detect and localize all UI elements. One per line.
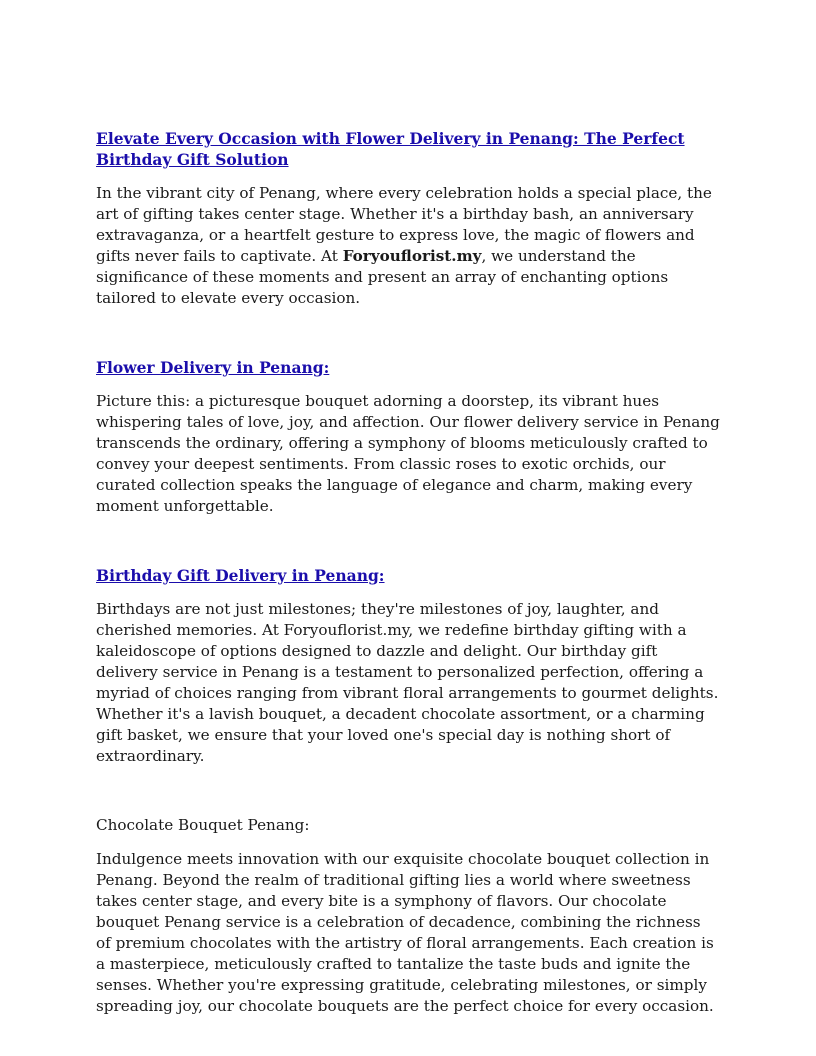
section-body-flower-delivery: Picture this: a picturesque bouquet adorning a doorstep, its vibrant hues whispering tales of love, joy, and affection. Our flower delivery service in Penang transcends the ordinary, offering a symphony of blooms meticulously crafted to convey your deepest sentiments. From classic roses to exotic orchids, our curated collection speaks the language of elegance and charm, making every moment unforgettable. bbox=[96, 392, 720, 515]
section-heading-flower-delivery[interactable]: Flower Delivery in Penang: bbox=[96, 358, 330, 377]
intro-text-start: In the vibrant city of Penang, where every celebration holds a special place, the art of gifting takes center stage. Whether it's a birthday bash, an anniversary extravaganza, or a heartfelt gesture to express love, the magic of flowers and gifts never fails to captivate. At bbox=[96, 184, 712, 265]
section-heading-birthday-gift[interactable]: Birthday Gift Delivery in Penang: bbox=[96, 566, 385, 585]
document-page bbox=[96, 128, 720, 1017]
brand-name: Foryouflorist.my bbox=[342, 247, 482, 265]
section-heading-chocolate-bouquet: Chocolate Bouquet Penang: bbox=[96, 816, 310, 834]
section-body-chocolate-bouquet: Indulgence meets innovation with our exquisite chocolate bouquet collection in Penang. Beyond the realm of traditional gifting lies a world where sweetness takes center stage, and every bite is a symphony of flavors. Our chocolate bouquet Penang service is a celebration of decadence, combining the richness of premium chocolates with the artistry of floral arrangements. Each creation is a masterpiece, meticulously crafted to tantalize the taste buds and ignite the senses. Whether you're expressing gratitude, celebrating milestones, or simply spreading joy, our chocolate bouquets are the perfect choice for every occasion. bbox=[96, 850, 714, 1015]
intro-paragraph bbox=[96, 183, 720, 309]
intro-text-end: , we understand the significance of these moments and present an array of enchanting options tailored to elevate every occasion. bbox=[96, 247, 669, 307]
article-title-link[interactable]: Elevate Every Occasion with Flower Delivery in Penang: The Perfect Birthday Gift Solution bbox=[96, 129, 685, 169]
section-body-birthday-gift: Birthdays are not just milestones; they're milestones of joy, laughter, and cherished memories. At Foryouflorist.my, we redefine birthday gifting with a kaleidoscope of options designed to dazzle and delight. Our birthday gift delivery service in Penang is a testament to personalized perfection, offering a myriad of choices ranging from vibrant floral arrangements to gourmet delights. Whether it's a lavish bouquet, a decadent chocolate assortment, or a charming gift basket, we ensure that your loved one's special day is nothing short of extraordinary. bbox=[96, 600, 719, 765]
